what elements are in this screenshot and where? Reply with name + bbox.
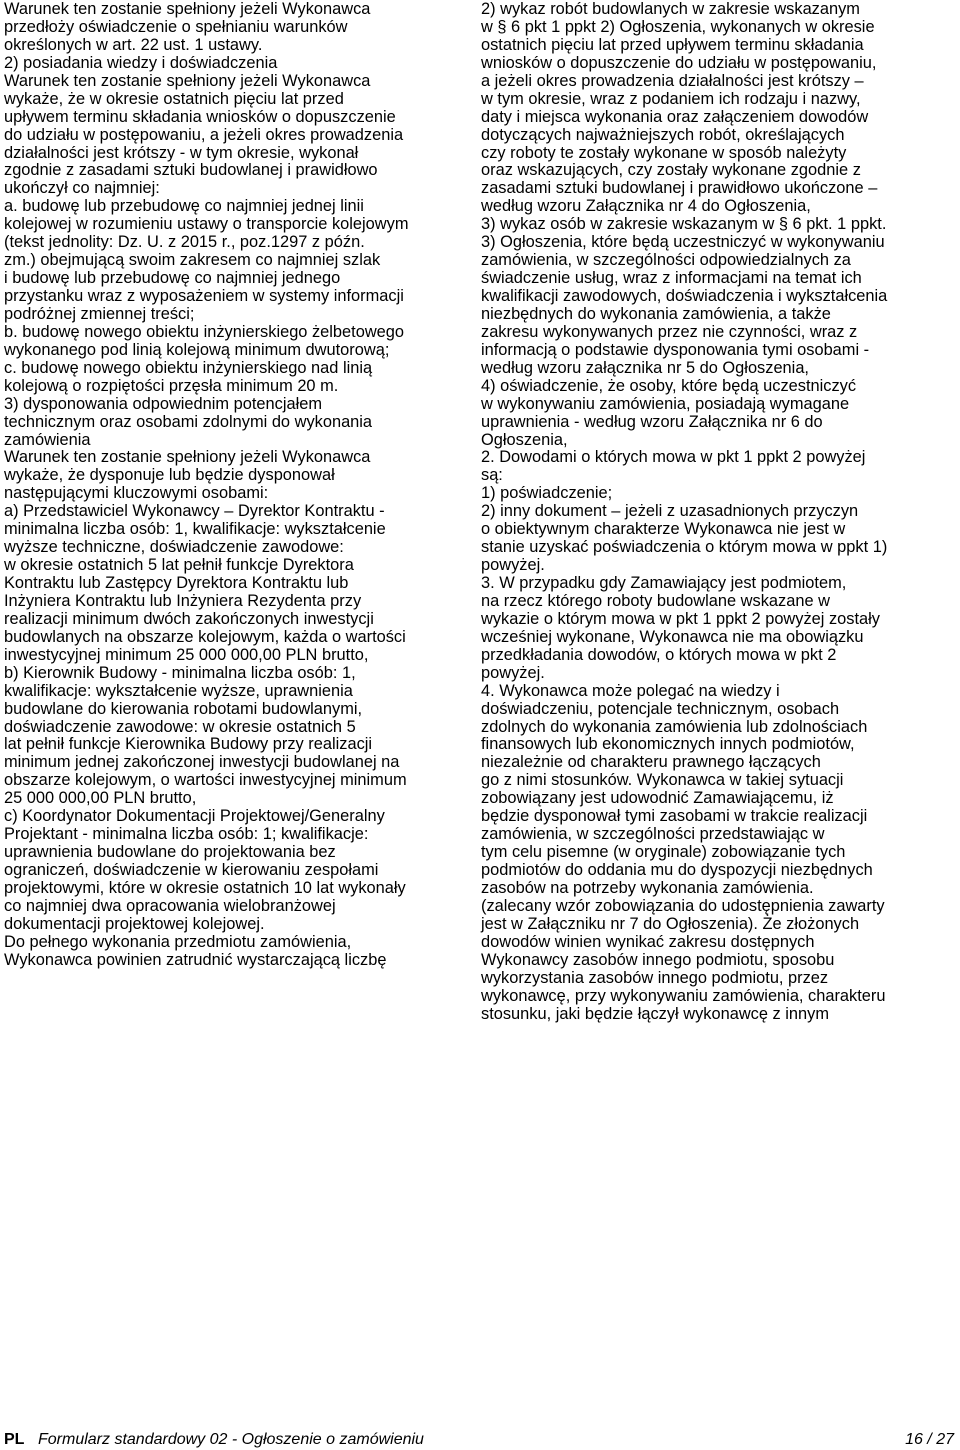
text-line: doświadczeniu, potencjale technicznym, osobach xyxy=(481,699,840,718)
text-line: doświadczenie zawodowe: w okresie ostatnich 5 xyxy=(4,717,356,736)
text-line: inwestycyjnej minimum 25 000 000,00 PLN brutto, xyxy=(4,645,369,664)
text-line: dokumentacji projektowej kolejowej. xyxy=(4,914,265,933)
text-line: 3) dysponowania odpowiednim potencjałem xyxy=(4,394,322,413)
text-line: oraz wskazujących, czy zostały wykonane zgodnie z xyxy=(481,161,861,180)
text-line: według wzoru Załącznika nr 4 do Ogłoszenia, xyxy=(481,197,811,216)
text-line: do udziału w postępowaniu, a jeżeli okres prowadzenia xyxy=(4,125,404,144)
text-line: wcześniej wykonane, Wykonawca nie ma obowiązku xyxy=(481,627,864,646)
text-line: technicznym oraz osobami zdolnymi do wykonania xyxy=(4,412,373,431)
text-line: kolejową o rozpiętości przęsła minimum 20 m. xyxy=(4,376,339,395)
text-line: stanie uzyskać poświadczenia o którym mowa w ppkt 1) xyxy=(481,538,888,557)
text-line: tym celu pisemne (w oryginale) zobowiązanie tych xyxy=(481,843,846,862)
text-line: minimum jednej zakończonej inwestycji budowlanej na xyxy=(4,753,400,772)
text-line: (zalecany wzór zobowiązania do udostępnienia zawarty xyxy=(481,896,885,915)
text-line: realizacji minimum dwóch zakończonych inwestycji xyxy=(4,609,374,628)
text-line: wykazie o którym mowa w pkt 1 ppkt 2 powyżej zostały xyxy=(481,609,880,628)
text-line: 2) inny dokument – jeżeli z uzasadnionych przyczyn xyxy=(481,502,859,521)
text-line: ostatnich pięciu lat przed upływem terminu składania xyxy=(481,35,864,54)
text-line: przedłoży oświadczenie o spełnianiu warunków xyxy=(4,17,348,36)
text-line: podróżnej zmiennej treści; xyxy=(4,304,195,323)
text-line: niezależnie od charakteru prawnego łączących xyxy=(481,753,821,772)
text-line: 3) wykaz osób w zakresie wskazanym w § 6 pkt. 1 ppkt. xyxy=(481,215,887,234)
text-line: wykonawcę, przy wykonywaniu zamówienia, charakteru xyxy=(481,986,886,1005)
text-line: minimalna liczba osób: 1, kwalifikacje: wykształcenie xyxy=(4,520,386,539)
text-line: a jeżeli okres prowadzenia działalności jest krótszy – xyxy=(481,71,864,90)
text-line: kwalifikacji zawodowych, doświadczenia i wykształcenia xyxy=(481,287,888,305)
page-footer xyxy=(4,1430,954,1450)
text-line: zamówienia xyxy=(4,430,91,449)
text-line: będzie dysponował tymi zasobami w trakcie realizacji xyxy=(481,807,868,826)
text-line: wniosków o dopuszczenie do udziału w postępowaniu, xyxy=(481,53,877,72)
text-line: zasobów na potrzeby wykonania zamówienia. xyxy=(481,878,814,897)
text-line: uprawnienia - według wzoru Załącznika nr 6 do xyxy=(481,412,823,431)
text-line: podmiotów do oddania mu do dyspozycji niezbędnych xyxy=(481,861,873,879)
text-line: 2) wykaz robót budowlanych w zakresie wskazanym xyxy=(481,0,860,18)
text-line: informacją o podstawie dysponowania tymi osobami - xyxy=(481,340,870,359)
text-line: ograniczeń, doświadczenie w kierowaniu zespołami xyxy=(4,861,379,879)
text-line: dotyczących najważniejszych robót, określających xyxy=(481,125,845,144)
text-line: upływem terminu składania wniosków o dopuszczenie xyxy=(4,107,396,126)
text-line: a. budowę lub przebudowę co najmniej jednej linii xyxy=(4,197,364,216)
text-line: Warunek ten zostanie spełniony jeżeli Wykonawca xyxy=(4,71,371,90)
text-line: budowlanych na obszarze kolejowym, każda o wartości xyxy=(4,627,406,646)
text-line: następującymi kluczowymi osobami: xyxy=(4,484,269,503)
text-line: zakresu wykonywanych przez nie czynności, wraz z xyxy=(481,322,858,341)
text-line: zobowiązany jest udowodnić Zamawiającemu, iż xyxy=(481,789,834,808)
text-line: 2) posiadania wiedzy i doświadczenia xyxy=(4,53,278,72)
text-line: wykorzystania zasobów innego podmiotu, przez xyxy=(481,968,829,987)
text-line: zm.) obejmującą swoim zakresem co najmniej szlak xyxy=(4,251,381,270)
text-line: 4. Wykonawca może polegać na wiedzy i xyxy=(481,681,780,700)
text-line: w tym okresie, wraz z podaniem ich rodzaju i nazwy, xyxy=(481,89,861,108)
text-line: określonych w art. 22 ust. 1 ustawy. xyxy=(4,35,263,54)
text-line: w § 6 pkt 1 ppkt 2) Ogłoszenia, wykonanych w okresie xyxy=(481,17,875,36)
text-line: powyżej. xyxy=(481,556,545,575)
text-line: 3. W przypadku gdy Zamawiający jest podmiotem, xyxy=(481,574,847,592)
text-line: wykaże, że w okresie ostatnich pięciu lat przed xyxy=(4,89,344,108)
text-line: Warunek ten zostanie spełniony jeżeli Wykonawca xyxy=(4,448,371,467)
text-line: (tekst jednolity: Dz. U. z 2015 r., poz.1297 z późn. xyxy=(4,233,365,252)
text-line: Kontraktu lub Zastępcy Dyrektora Kontraktu lub xyxy=(4,574,349,592)
text-line: zamówienia, w szczególności przedstawiając w xyxy=(481,825,825,844)
text-line: na rzecz którego roboty budowlane wskazane w xyxy=(481,591,830,610)
text-line: w okresie ostatnich 5 lat pełnił funkcje Dyrektora xyxy=(4,556,354,575)
text-line: projektowymi, które w okresie ostatnich 10 lat wykonały xyxy=(4,878,406,897)
text-line: stosunku, jaki będzie łączył wykonawcę z innym xyxy=(481,1004,829,1023)
text-line: a) Przedstawiciel Wykonawcy – Dyrektor Kontraktu - xyxy=(4,502,385,521)
text-line: dowodów winien wynikać zakresu dostępnych xyxy=(481,932,815,951)
text-line: go z nimi stosunków. Wykonawca w takiej sytuacji xyxy=(481,771,844,790)
text-line: Inżyniera Kontraktu lub Inżyniera Rezydenta przy xyxy=(4,591,362,610)
footer-page-number: 16 / 27 xyxy=(905,1431,954,1448)
text-line: zdolnych do wykonania zamówienia lub zdolnościach xyxy=(481,717,868,736)
text-line: Do pełnego wykonania przedmiotu zamówienia, xyxy=(4,932,352,951)
text-line: Wykonawcy zasobów innego podmiotu, sposobu xyxy=(481,950,835,969)
text-line: zasadami sztuki budowlanej i prawidłowo ukończone – xyxy=(481,179,878,198)
text-line: b) Kierownik Budowy - minimalna liczba osób: 1, xyxy=(4,663,356,682)
text-line: działalności jest krótszy - w tym okresie, wykonał xyxy=(4,143,359,162)
text-line: c. budowę nowego obiektu inżynierskiego nad linią xyxy=(4,358,373,377)
text-line: 4) oświadczenie, że osoby, które będą uczestniczyć xyxy=(481,376,857,395)
text-line: Ogłoszenia, xyxy=(481,430,568,449)
text-line: Projektant - minimalna liczba osób: 1; kwalifikacje: xyxy=(4,825,369,844)
text-line: kwalifikacje: wykształcenie wyższe, uprawnienia xyxy=(4,681,353,700)
text-line: czy roboty te zostały wykonane w sposób należyty xyxy=(481,143,847,162)
text-line: zamówienia, w szczególności odpowiedzialnych za xyxy=(481,251,851,270)
text-line: b. budowę nowego obiektu inżynierskiego żelbetowego xyxy=(4,322,405,341)
text-line: o obiektywnym charakterze Wykonawca nie jest w xyxy=(481,520,846,539)
text-line: Wykonawca powinien zatrudnić wystarczającą liczbę xyxy=(4,950,387,969)
text-line: są: xyxy=(481,466,503,485)
text-line: i budowę lub przebudowę co najmniej jednego xyxy=(4,269,341,288)
text-line: kolejowej w rozumieniu ustawy o transporcie kolejowym xyxy=(4,215,409,234)
text-line: finansowych lub ekonomicznych innych podmiotów, xyxy=(481,735,855,754)
text-line: obszarze kolejowym, o wartości inwestycyjnej minimum xyxy=(4,771,407,790)
text-line: budowlane do kierowania robotami budowlanymi, xyxy=(4,699,363,718)
text-line: powyżej. xyxy=(481,663,545,682)
text-line: wykaże, że dysponuje lub będzie dysponował xyxy=(4,466,335,485)
text-line: co najmniej dwa opracowania wielobranżowej xyxy=(4,896,336,915)
text-line: przystanku wraz z wyposażeniem w systemy informacji xyxy=(4,287,404,305)
text-line: daty i miejsca wykonania oraz załączeniem dowodów xyxy=(481,107,869,126)
text-line: wyższe techniczne, doświadczenie zawodowe: xyxy=(4,538,344,557)
text-line: Warunek ten zostanie spełniony jeżeli Wykonawca xyxy=(4,0,371,18)
text-line: 1) poświadczenie; xyxy=(481,484,613,503)
footer-form-title: Formularz standardowy 02 - Ogłoszenie o zamówieniu xyxy=(38,1431,424,1448)
text-line: jest w Załączniku nr 7 do Ogłoszenia). Że złożonych xyxy=(481,914,860,933)
footer-language-code: PL xyxy=(4,1431,25,1448)
text-line: 2. Dowodami o których mowa w pkt 1 ppkt 2 powyżej xyxy=(481,448,866,467)
text-line: według wzoru załącznika nr 5 do Ogłoszenia, xyxy=(481,358,809,377)
text-line: świadczenie usług, wraz z informacjami na temat ich xyxy=(481,269,862,288)
text-line: 3) Ogłoszenia, które będą uczestniczyć w wykonywaniu xyxy=(481,233,885,252)
text-line: lat pełnił funkcje Kierownika Budowy przy realizacji xyxy=(4,735,373,754)
text-line: wykonanego pod linią kolejową minimum dwutorową; xyxy=(4,340,390,359)
text-line: 25 000 000,00 PLN brutto, xyxy=(4,789,197,808)
text-line: uprawnienia budowlane do projektowania bez xyxy=(4,843,336,862)
text-line: c) Koordynator Dokumentacji Projektowej/Generalny xyxy=(4,807,385,826)
text-line: niezbędnych do wykonania zamówienia, a także xyxy=(481,304,831,323)
text-line: zgodnie z zasadami sztuki budowlanej i prawidłowo xyxy=(4,161,378,180)
text-line: ukończył co najmniej: xyxy=(4,179,160,198)
text-line: w wykonywaniu zamówienia, posiadają wymagane xyxy=(481,394,850,413)
right-text-column xyxy=(481,1,957,1023)
left-text-column xyxy=(4,1,476,970)
text-line: przedkładania dowodów, o których mowa w pkt 2 xyxy=(481,645,837,664)
